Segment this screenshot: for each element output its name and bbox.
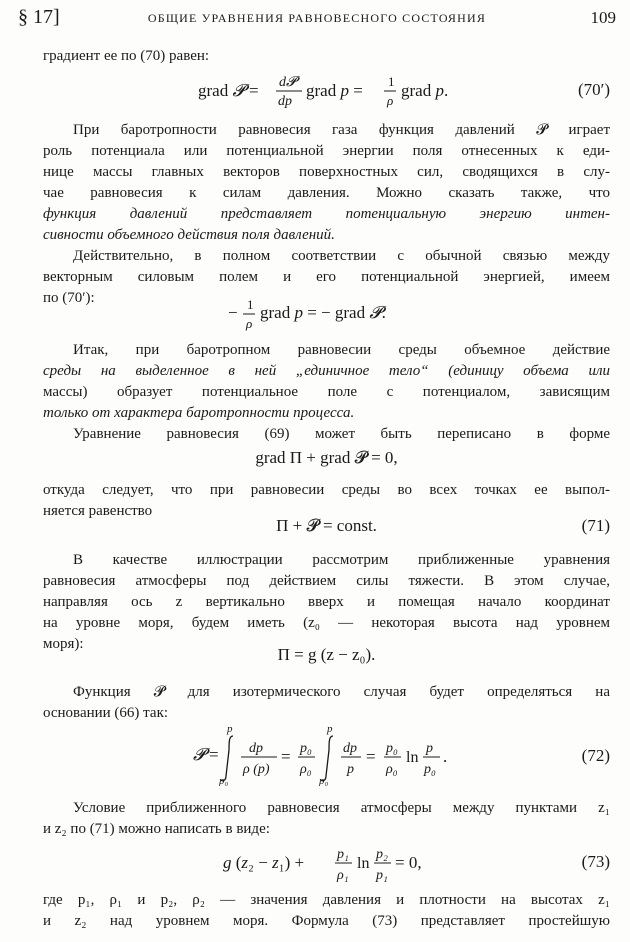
text-line: равновесия атмосферы под действием силы тяжести. В этом случае,	[43, 573, 610, 589]
formula-neg-grad-svg	[228, 296, 428, 332]
text-line: При баротропности равновесия газа функция давлений 𝓟 играет	[73, 122, 610, 138]
svg-text:.: .	[443, 747, 448, 766]
svg-text:1: 1	[247, 297, 254, 312]
svg-text:p: p	[327, 723, 333, 735]
formula-70-prime-svg	[198, 74, 498, 110]
svg-text:ρ₀: ρ₀	[386, 762, 398, 777]
svg-text:p₁: p₁	[376, 868, 388, 882]
formula-70-prime	[43, 74, 610, 110]
svg-text:ρ: ρ	[387, 93, 394, 108]
svg-text:=: =	[281, 747, 291, 766]
formula-73	[43, 842, 610, 882]
svg-text:= 0,: = 0,	[395, 853, 422, 872]
formula-grad-sum: grad Π + grad 𝓟 = 0,	[255, 448, 398, 467]
formula-71: Π + 𝓟 = const.	[276, 516, 377, 535]
svg-text:dp: dp	[249, 741, 263, 756]
page-number: 109	[590, 8, 616, 27]
text-line: чае равновесия к силам давления. Можно сказать также, что	[43, 185, 610, 201]
formula-72	[43, 722, 610, 786]
text-line: только от характера баротропности процесса.	[43, 405, 355, 421]
svg-text:dp: dp	[278, 94, 292, 109]
text-line: функция давлений представляет потенциальную энергию интен-	[43, 206, 610, 222]
equation-number-70-prime: (70′)	[577, 80, 610, 99]
running-header	[18, 6, 616, 30]
svg-text:ln: ln	[357, 855, 370, 872]
svg-text:p: p	[227, 723, 233, 735]
svg-text:p₀: p₀	[219, 775, 229, 786]
text-line: откуда следует, что при равновесии среды во всех точках ее выпол-	[43, 482, 610, 498]
text-line: Условие приближенного равновесия атмосферы между пунктами z₁	[73, 800, 610, 816]
text-line: массы) образует потенциальное поле с потенциалом, зависящим	[43, 384, 610, 400]
svg-text:grad 𝓟 =: grad 𝓟 =	[198, 81, 259, 100]
svg-text:p₀: p₀	[424, 762, 436, 777]
text-line: и z₂ по (71) можно написать в виде:	[43, 821, 270, 837]
text-line: моря):	[43, 636, 84, 652]
text-line: где p₁, ρ₁ и p₂, ρ₂ — значения давления и плотности на высотах z₁	[43, 892, 610, 908]
svg-text:ρ (p): ρ (p)	[243, 762, 270, 777]
svg-text:ln: ln	[406, 749, 419, 766]
section-mark: § 17]	[18, 6, 60, 28]
svg-text:p₁: p₁	[337, 847, 349, 862]
text-line: Функция 𝓟 для изотермического случая будет определяться на	[73, 684, 610, 700]
svg-text:p: p	[347, 762, 354, 777]
text-line	[73, 340, 610, 360]
text-line: градиент ее по (70) равен:	[43, 48, 210, 64]
svg-text:p₀: p₀	[319, 775, 329, 786]
svg-text:p₂: p₂	[376, 847, 388, 862]
svg-text:p: p	[426, 741, 433, 756]
svg-text:g (z₂ − z₁) +: g (z₂ − z₁) +	[223, 853, 305, 872]
text-line-content: Итак, при баротропном равновесии среды объемное действие	[73, 342, 610, 358]
svg-text:ρ₁: ρ₁	[337, 868, 349, 882]
equation-number-71: (71)	[581, 516, 610, 535]
svg-text:p₀: p₀	[300, 741, 312, 756]
text-line: векторным силовым полем и его потенциальной энергией, имеем	[43, 269, 610, 285]
text-line: нице массы главных векторов поверхностных сил, сводящихся в слу-	[43, 164, 610, 180]
running-title: ОБЩИЕ УРАВНЕНИЯ РАВНОВЕСНОГО СОСТОЯНИЯ	[147, 11, 487, 25]
formula-73-svg	[223, 842, 463, 882]
text-line: Уравнение равновесия (69) может быть переписано в форме	[73, 426, 610, 442]
text-line: роль потенциала или потенциальной энергии поля отнесенных к еди-	[43, 143, 610, 159]
text-line: среды на выделенное в ней „единичное тело“ (единицу объема или	[43, 363, 610, 379]
svg-text:ρ: ρ	[246, 316, 253, 331]
svg-text:grad p = − grad 𝓟.: grad p = − grad 𝓟.	[260, 303, 386, 322]
formula-72-svg	[193, 722, 493, 786]
equation-number-72: (72)	[581, 746, 610, 765]
text-line: направляя ось z вертикально вверх и помещая начало координат	[43, 594, 610, 610]
svg-text:ρ₀: ρ₀	[300, 762, 312, 777]
svg-text:1: 1	[388, 74, 395, 89]
formula-neg-grad	[43, 296, 610, 332]
formula-pi: Π = g (z − z₀).	[277, 645, 376, 664]
svg-text:p₀: p₀	[386, 741, 398, 756]
svg-text:−: −	[228, 303, 238, 322]
text-line: по (70′):	[43, 290, 95, 306]
text-line: няется равенство	[43, 503, 153, 519]
equation-number-73: (73)	[581, 852, 610, 871]
text-line: В качестве иллюстрации рассмотрим приближенные уравнения	[73, 552, 610, 568]
svg-text:=: =	[366, 747, 376, 766]
text-line: основании (66) так:	[43, 705, 169, 721]
text-line: сивности объемного действия поля давлений.	[43, 227, 335, 243]
text-line: на уровне моря, будем иметь (z₀ — некоторая высота над уровнем	[43, 615, 610, 631]
text-line: Действительно, в полном соответствии с обычной связью между	[73, 248, 610, 264]
svg-text:=: =	[209, 745, 219, 764]
svg-text:grad p =: grad p =	[306, 81, 363, 100]
svg-text:dp: dp	[343, 741, 357, 756]
svg-text:grad p.: grad p.	[401, 81, 449, 100]
svg-text:𝓟: 𝓟	[193, 745, 206, 764]
text-line: и z₂ над уровнем моря. Формула (73) представляет простейшую	[43, 913, 610, 929]
svg-text:d𝓟: d𝓟	[279, 75, 297, 90]
